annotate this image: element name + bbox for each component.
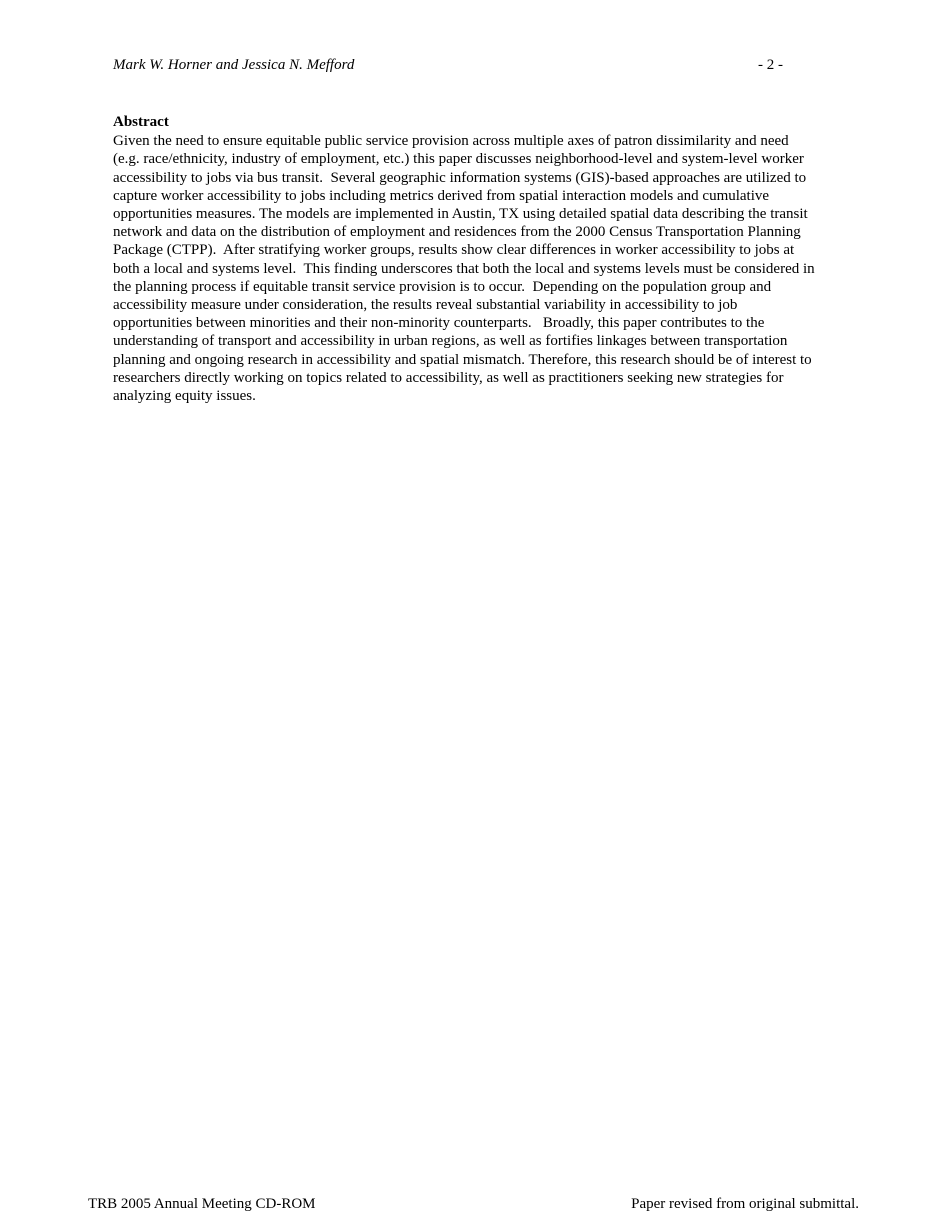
footer-revision-note: Paper revised from original submittal. xyxy=(631,1196,859,1212)
running-header xyxy=(113,57,842,77)
running-footer xyxy=(0,1196,952,1216)
header-page-number: - 2 - xyxy=(758,57,783,73)
abstract-line: accessibility measure under consideration, the results reveal substantial variability in accessibility to job xyxy=(113,297,738,314)
abstract-line: (e.g. race/ethnicity, industry of employment, etc.) this paper discusses neighborhood-level and system-level worker xyxy=(113,151,804,168)
abstract-line: Given the need to ensure equitable public service provision across multiple axes of patron dissimilarity and need xyxy=(113,133,789,150)
abstract-body xyxy=(113,132,853,405)
abstract-line: planning and ongoing research in accessibility and spatial mismatch. Therefore, this research should be of interest to xyxy=(113,351,812,368)
abstract-line: network and data on the distribution of employment and residences from the 2000 Census Transportation Planning xyxy=(113,224,801,241)
abstract-line: capture worker accessibility to jobs including metrics derived from spatial interaction models and cumulative xyxy=(113,187,770,204)
abstract-line: accessibility to jobs via bus transit. Several geographic information systems (GIS)-based approaches are utilized to xyxy=(113,169,807,186)
footer-conference-label: TRB 2005 Annual Meeting CD-ROM xyxy=(88,1196,316,1212)
abstract-line: analyzing equity issues. xyxy=(113,388,256,405)
abstract-line: both a local and systems level. This finding underscores that both the local and systems levels must be considered in xyxy=(113,260,815,277)
abstract-line: Package (CTPP). After stratifying worker groups, results show clear differences in worker accessibility to jobs at xyxy=(113,242,795,259)
header-authors: Mark W. Horner and Jessica N. Mefford xyxy=(113,57,355,73)
abstract-line: opportunities measures. The models are implemented in Austin, TX using detailed spatial data describing the transit xyxy=(113,206,808,223)
abstract-line: researchers directly working on topics related to accessibility, as well as practitioners seeking new strategies for xyxy=(113,369,784,386)
abstract-line: opportunities between minorities and their non-minority counterparts. Broadly, this paper contributes to the xyxy=(113,315,765,332)
abstract-heading: Abstract xyxy=(113,114,169,130)
abstract-section xyxy=(113,113,853,405)
abstract-line: understanding of transport and accessibility in urban regions, as well as fortifies linkages between transportation xyxy=(113,333,788,350)
abstract-line: the planning process if equitable transit service provision is to occur. Depending on the population group and xyxy=(113,278,772,295)
